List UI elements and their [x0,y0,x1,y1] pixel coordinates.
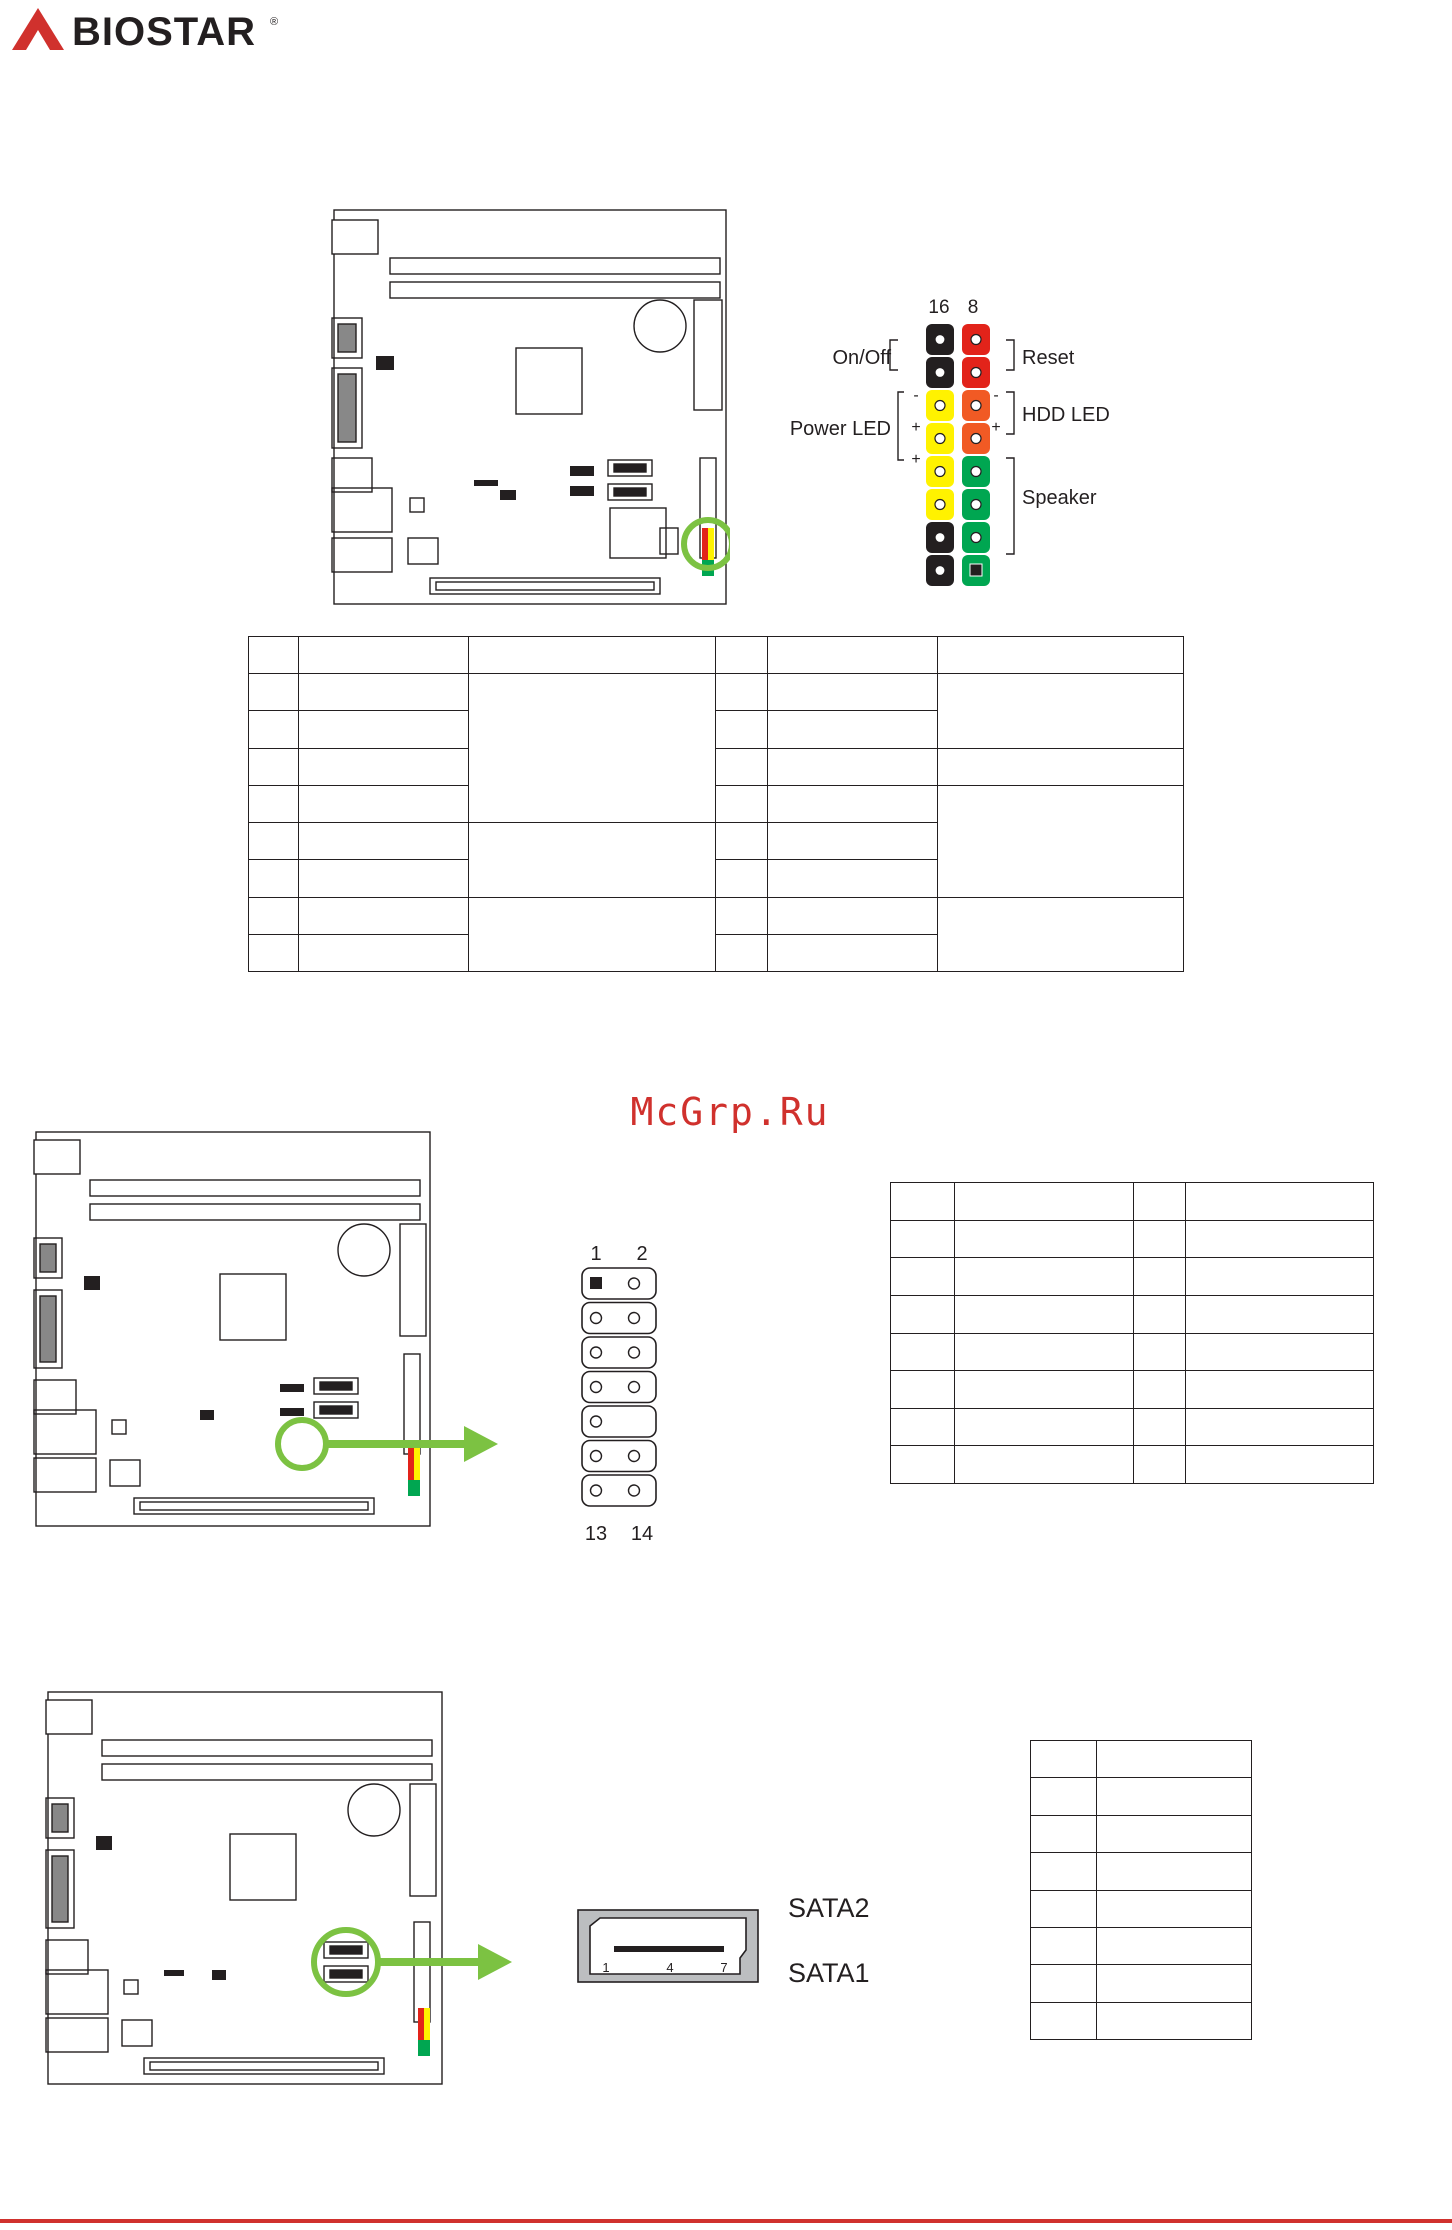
usb-pin-hole [591,1485,602,1496]
pin-hole [971,368,981,378]
usb-pin-hole [629,1485,640,1496]
pin-hole [935,401,945,411]
pin-hole [971,500,981,510]
pin-hole [935,467,945,477]
usb-pin-hole [629,1451,640,1462]
usb-pin-label-1: 1 [590,1243,602,1265]
panel-pin-table [248,636,1184,972]
pin-hole [935,500,945,510]
power-led-minus: - [913,387,919,404]
label-hdd-led: HDD LED [1022,404,1110,426]
pin-hole [935,368,945,378]
arrow-icon-sata [478,1944,512,1980]
highlight-circle-sata [314,1930,378,1994]
pin-hole [971,401,981,411]
motherboard-diagram-usb [30,1128,550,1528]
biostar-triangle-icon [8,6,72,54]
power-led-plus-2: + [911,451,921,468]
registered-mark: ® [270,16,279,28]
arrow-icon-usb [464,1426,498,1462]
pin1-square-marker [970,564,982,576]
pin-label-16: 16 [928,297,950,318]
usb-pin-table [890,1182,1374,1484]
pin-hole [971,434,981,444]
label-reset: Reset [1022,347,1075,369]
sata2-label: SATA2 [788,1893,870,1923]
usb-pin-label-2: 2 [636,1243,648,1265]
biostar-logo [8,6,308,54]
motherboard-diagram-sata [40,1686,560,2086]
panel-header-mini-2 [408,1448,420,1496]
pin-hole [935,533,945,543]
usb-pin-hole [629,1347,640,1358]
usb-pin-hole [629,1278,640,1289]
sata-connector [574,1886,894,1996]
label-speaker: Speaker [1022,487,1097,509]
usb-header [572,1236,672,1546]
usb-pin-hole [591,1347,602,1358]
usb-pin-hole [591,1451,602,1462]
power-led-plus: + [911,419,921,436]
usb-pin1-square [590,1277,602,1289]
pin-hole [935,434,945,444]
usb-pin-hole [629,1382,640,1393]
sata1-label: SATA1 [788,1958,870,1988]
front-panel-header [776,288,1156,598]
label-power-led: Power LED [789,418,891,440]
pin-hole [971,533,981,543]
usb-pin-hole [591,1382,602,1393]
usb-pin-hole [591,1416,602,1427]
label-on-off: On/Off [832,347,891,369]
pin-hole [971,467,981,477]
pin-hole [935,335,945,345]
watermark: McGrp.Ru [630,1090,830,1134]
pin-label-8: 8 [967,297,979,318]
sata-pin-4: 4 [666,1960,674,1975]
hdd-led-plus: + [991,419,1001,436]
usb-pin-hole [629,1313,640,1324]
usb-pin-label-13: 13 [584,1523,608,1545]
sata-pin-7: 7 [720,1960,728,1975]
usb-pin-label-14: 14 [630,1523,654,1545]
motherboard-diagram-panel [330,208,730,608]
footer-rule [0,2219,1452,2223]
sata-pin-table [1030,1740,1252,2040]
usb-pin-hole [591,1313,602,1324]
pin-hole [971,335,981,345]
highlight-circle-usb [278,1420,326,1468]
hdd-led-minus: - [993,387,999,404]
brand-name: BIOSTAR [72,10,257,54]
panel-header-mini-3 [418,2008,430,2056]
sata-pin-1: 1 [602,1960,610,1975]
pin-hole [935,566,945,576]
